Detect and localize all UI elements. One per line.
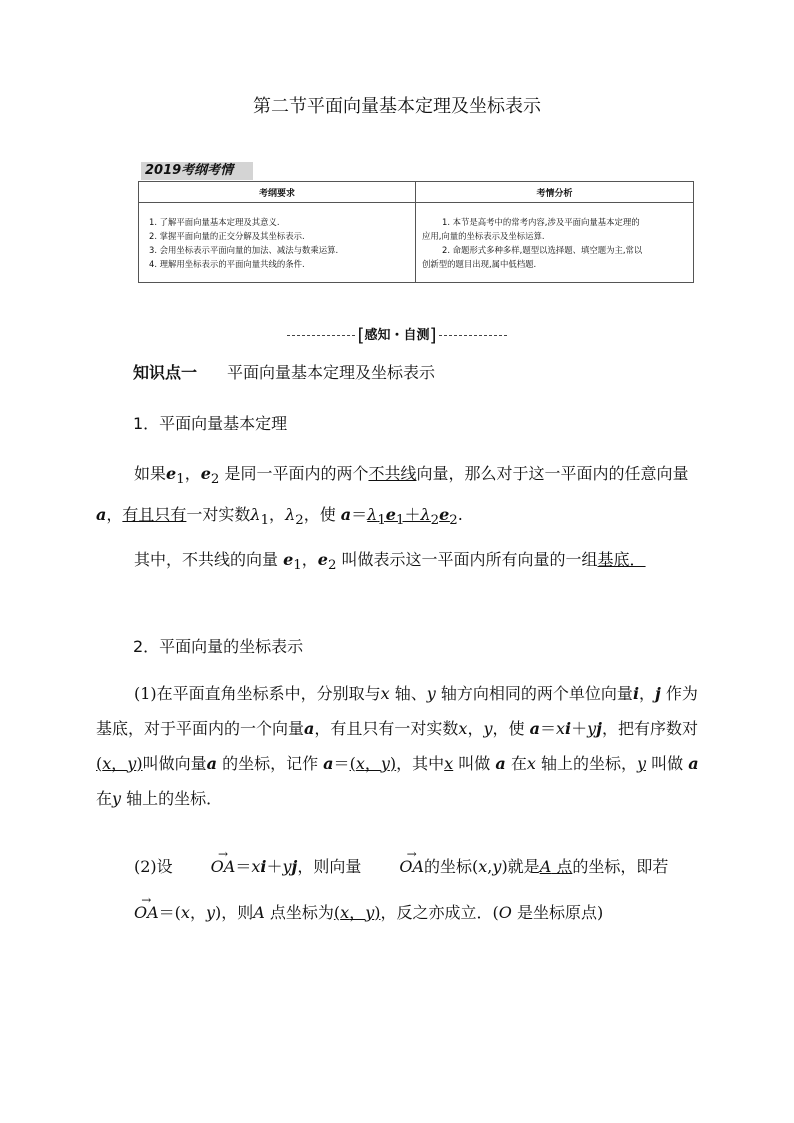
analysis-line: 创新型的题目出现,属中低档题. [422, 258, 537, 269]
requirement-item: 4. 理解用坐标表示的平面向量共线的条件. [149, 258, 305, 269]
requirement-item: 2. 掌握平面向量的正交分解及其坐标表示. [149, 230, 305, 241]
analysis-line: 2. 命题形式多种多样,题型以选择题、填空题为主,常以 [442, 244, 643, 255]
point-coordinate-paragraph: (2)设→ OA＝xi＋yj，则向量→ OA的坐标(x,y)就是A 点的坐标，即若→ OA＝(x，y)，则A 点坐标为(x，y)，反之亦成立．(O 是坐标原点) [96, 844, 700, 936]
heading-basic-theorem: 1．平面向量基本定理 [133, 414, 288, 433]
requirement-item: 3. 会用坐标表示平面向量的加法、减法与数乘运算. [149, 244, 339, 255]
kp-label: 知识点一 [133, 363, 198, 382]
theorem-paragraph: 如果$e_1$，$e_2$ 是同一平面内的两个不共线向量，那么对于这一平面内的任意向量a，有且只有一对实数$\lambda_1$，$\lambda_2$，使 $a=\lambda_1e_1+\lambda_2e_2$. [96, 464, 689, 529]
col-header-analysis: 考情分析 [416, 182, 694, 203]
requirement-item: 1. 了解平面向量基本定理及其意义. [149, 216, 280, 227]
analysis-line: 1. 本节是高考中的常考内容,涉及平面向量基本定理的 [442, 216, 640, 227]
kp-title: 平面向量基本定理及坐标表示 [227, 363, 436, 382]
coordinate-paragraph: (1)在平面直角坐标系中，分别取与x 轴、y 轴方向相同的两个单位向量i，j 作为基底，对于平面内的一个向量a，有且只有一对实数x，y，使 a＝xi＋yj，把有序数对(x，y)叫做向量a 的坐标，记作 a＝(x，y)，其中x 叫做 a 在x 轴上的坐标，y 叫做 a 在y 轴上的坐标． [96, 684, 699, 808]
basis-paragraph: 其中，不共线的向量 $e_1$，$e_2$ 叫做表示这一平面内所有向量的一组基底． [134, 550, 646, 574]
knowledge-point-heading [133, 360, 435, 383]
syllabus-table [138, 181, 694, 283]
heading-coordinates: 2．平面向量的坐标表示 [133, 637, 304, 656]
section-label: 感知・自测 [364, 328, 430, 343]
requirements-cell [139, 203, 416, 283]
analysis-cell [416, 203, 694, 283]
page-title: 第二节平面向量基本定理及坐标表示 [253, 96, 541, 117]
exam-tag: 2019考纲考情 [141, 162, 253, 180]
col-header-requirements: 考纲要求 [139, 182, 416, 203]
section-divider: [感知・自测] [0, 324, 794, 346]
analysis-line: 应用,向量的坐标表示及坐标运算. [422, 230, 545, 241]
divider-dash [439, 335, 507, 336]
divider-dash [287, 335, 355, 336]
